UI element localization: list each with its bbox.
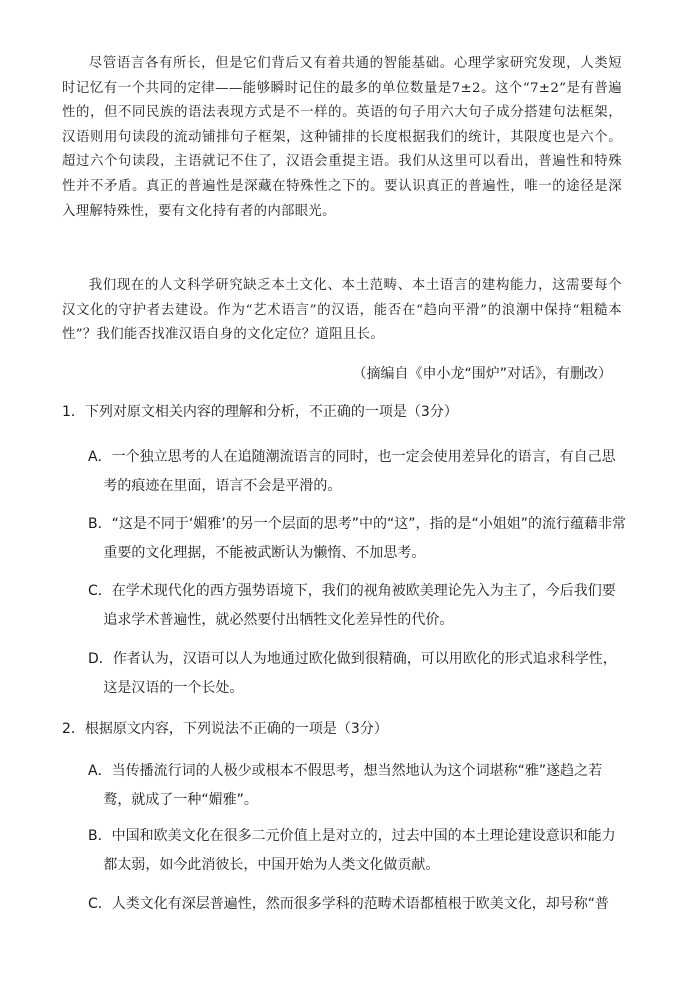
question-stem: 1．下列对原文相关内容的理解和分析，不正确的一项是（3分） [62,404,458,420]
question-2-stem [62,719,622,739]
option-text: D．作者认为，汉语可以人为地通过欧化做到很精确，可以用欧化的形式追求科学性，这是汉语的一个长处。 [88,651,617,696]
question-1-option-a [88,443,628,501]
option-text: B．中国和欧美文化在很多二元价值上是对立的，过去中国的本土理论建设意识和能力都太弱，如今此消彼长，中国开始为人类文化做贡献。 [88,828,616,873]
option-text: C．在学术现代化的西方强势语境下，我们的视角被欧美理论先入为主了，今后我们要追求学术普遍性，就必然要付出牺牲文化差异性的代价。 [88,583,616,628]
passage-paragraph-2 [62,274,622,348]
question-1-option-c [88,577,628,635]
question-2-option-a [88,757,628,815]
option-text: C．人类文化有深层普遍性，然而很多学科的范畴术语都植根于欧美文化，却号称“普 [88,896,610,912]
source-citation: （摘编自《申小龙“围炉”对话》，有删改） [352,366,612,382]
question-2-option-b [88,822,628,880]
paragraph-text: 我们现在的人文科学研究缺乏本土文化、本土范畴、本土语言的建构能力，这需要每个汉文化的守护者去建设。作为“艺术语言”的汉语，能否在“趋向平滑”的浪潮中保持“粗糙本性”？我们能否找准汉语自身的文化定位？道阻且长。 [62,278,622,343]
option-text: B．“这是不同于‘媚雅’的另一个层面的思考”中的“这”，指的是“小姐姐”的流行蕴藉非常重要的文化理据，不能被武断认为懒惰、不加思考。 [88,516,627,561]
question-1-option-d [88,645,628,703]
passage-paragraph-1 [62,52,622,224]
option-text: A．当传播流行词的人极少或根本不假思考，想当然地认为这个词堪称“雅”遂趋之若鹜，就成了一种“媚雅”。 [88,763,603,808]
question-1-stem [62,402,622,422]
question-stem: 2．根据原文内容，下列说法不正确的一项是（3分） [62,721,388,737]
option-text: A．一个独立思考的人在追随潮流语言的同时，也一定会使用差异化的语言，有自己思考的痕迹在里面，语言不会是平滑的。 [88,449,616,494]
question-1-option-b [88,510,628,568]
paragraph-text: 尽管语言各有所长，但是它们背后又有着共通的智能基础。心理学家研究发现，人类短时记忆有一个共同的定律——能够瞬时记住的最多的单位数量是7±2。这个“7±2”是有普遍性的，但不同民族的语法表现方式是不一样的。英语的句子用六大句子成分搭建句法框架，汉语则用句读段的流动铺排句子框架，这种铺排的长度根据我们的统计，其限度也是六个。超过六个句读段，主语就记不住了，汉语会重提主语。我们从这里可以看出，普遍性和特殊性并不矛盾。真正的普遍性是深藏在特殊性之下的。要认识真正的普遍性，唯一的途径是深入理解特殊性，要有文化持有者的内部眼光。 [62,56,622,219]
question-2-option-c [88,890,628,919]
